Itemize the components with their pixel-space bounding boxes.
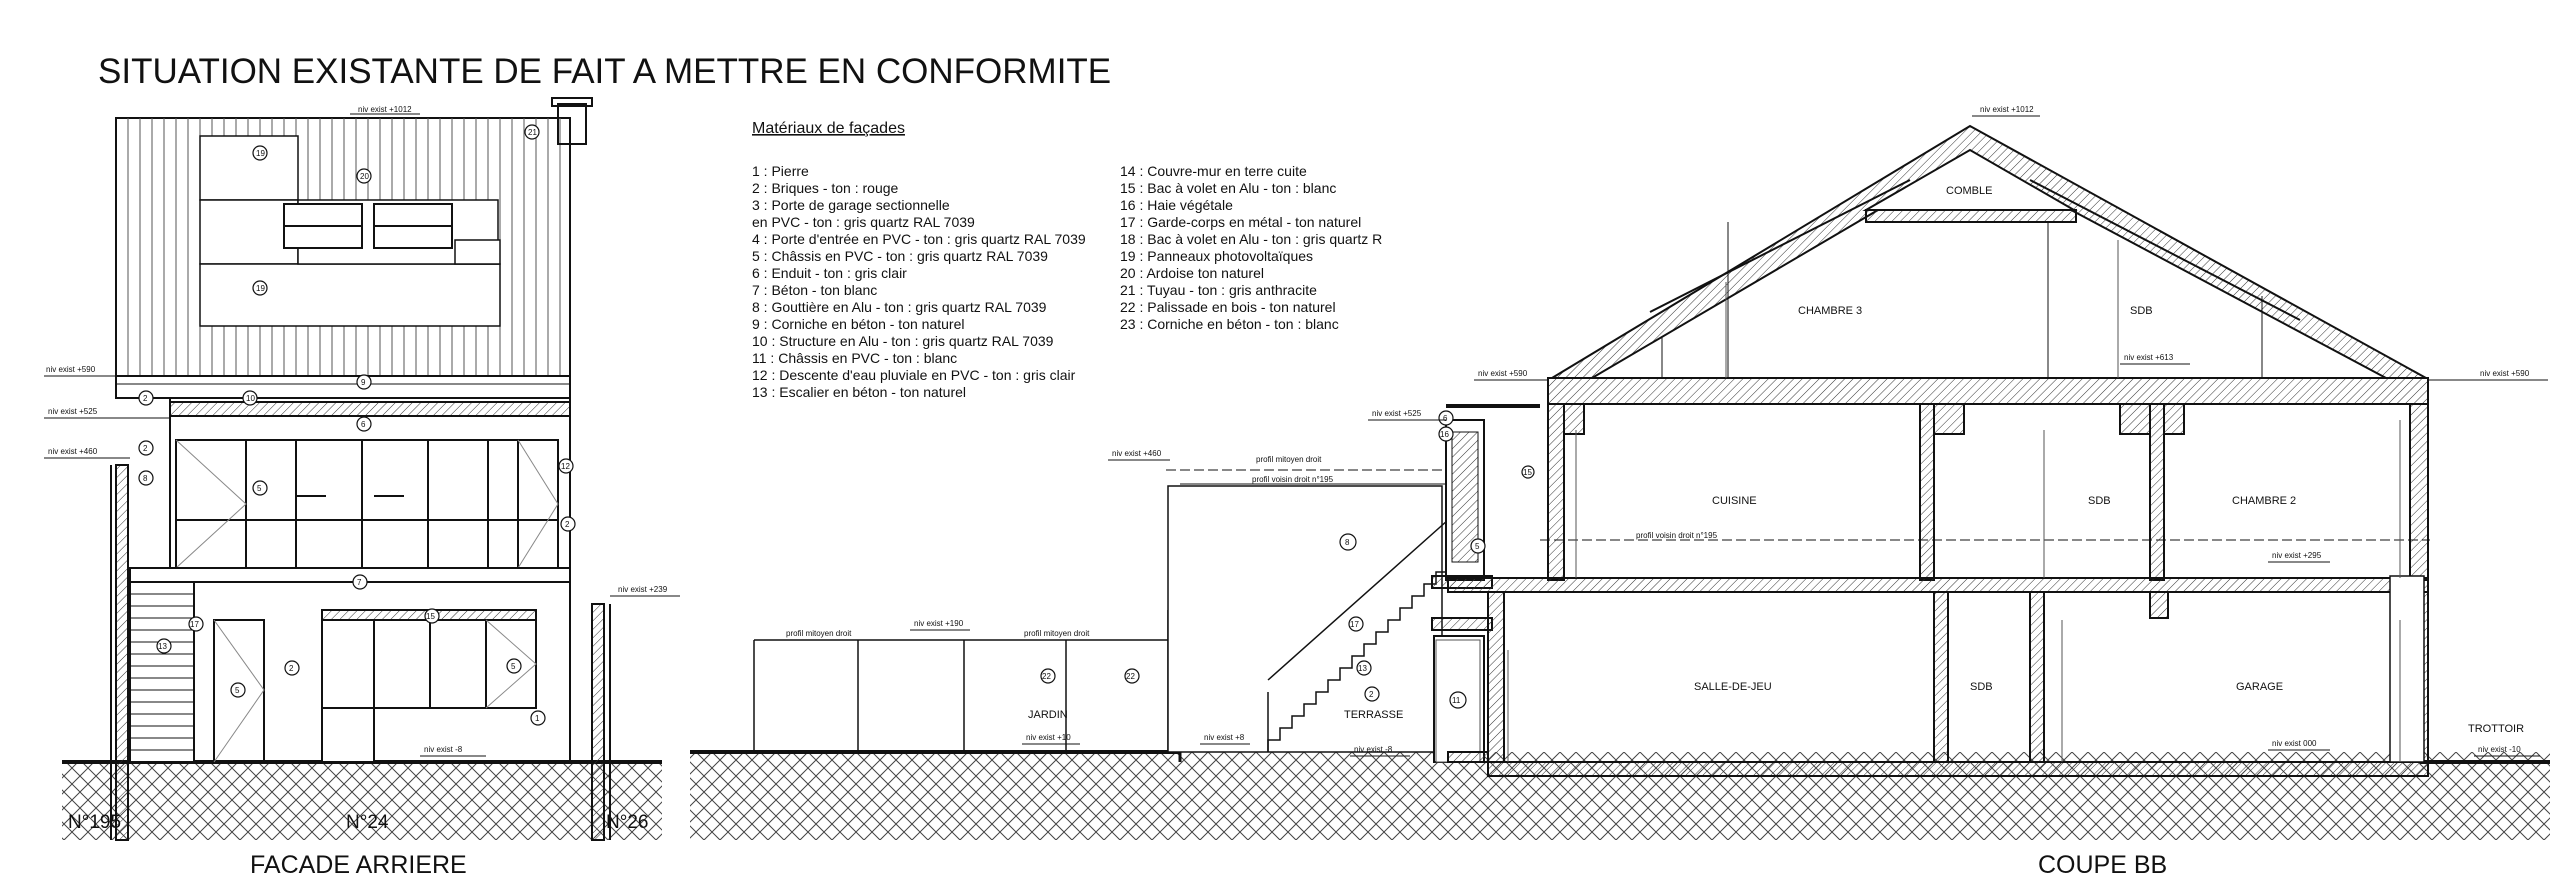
left-party-wall [116, 465, 128, 840]
level-note: niv exist +1012 [358, 105, 412, 114]
marker-label: 15 [1523, 468, 1532, 477]
room-label-bathroom-low: SDB [1970, 681, 1993, 693]
level-note: niv exist +590 [1478, 369, 1528, 378]
room-label-kitchen: CUISINE [1712, 495, 1757, 507]
legend-item: 17 : Garde-corps en métal - ton naturel [1120, 214, 1362, 230]
marker-label: 5 [1475, 542, 1480, 551]
level-note: niv exist -8 [424, 745, 463, 754]
legend-item: 5 : Châssis en PVC - ton : gris quartz RAL 7039 [752, 248, 1048, 264]
marker-label: 6 [361, 420, 366, 429]
legend-item: 3 : Porte de garage sectionnelle [752, 197, 950, 213]
neighbour-label-right: N°26 [606, 812, 649, 833]
section-caption: COUPE BB [2038, 851, 2168, 879]
marker-label: 11 [1452, 696, 1461, 705]
left-wall-lower [1488, 592, 1504, 762]
marker-label: 2 [289, 664, 294, 673]
rear-facade-drawing [44, 98, 680, 879]
level-note: niv exist +460 [1112, 449, 1162, 458]
legend-item: 14 : Couvre-mur en terre cuite [1120, 163, 1307, 179]
marker-label: 21 [528, 128, 537, 137]
profile-note: profil mitoyen droit [1256, 455, 1322, 464]
level-note: niv exist +8 [1204, 733, 1245, 742]
legend-item: 13 : Escalier en béton - ton naturel [752, 384, 967, 400]
marker-label: 5 [235, 686, 240, 695]
middle-floor-slab [1448, 578, 2428, 592]
marker-label: 8 [1345, 538, 1350, 547]
legend-item: 21 : Tuyau - ton : gris anthracite [1120, 282, 1317, 298]
marker-label: 1 [535, 714, 540, 723]
house-number-label: N°24 [346, 812, 389, 833]
marker-label: 17 [190, 620, 199, 629]
legend-item: 20 : Ardoise ton naturel [1120, 265, 1264, 281]
marker-label: 12 [561, 462, 570, 471]
legend-item: 11 : Châssis en PVC - ton : blanc [752, 350, 958, 366]
level-note: niv exist +613 [2124, 353, 2174, 362]
level-note: niv exist +525 [1372, 409, 1422, 418]
marker-label: 20 [360, 172, 369, 181]
marker-label: 22 [1042, 672, 1051, 681]
marker-label: 2 [143, 394, 148, 403]
room-label-bedroom-2: CHAMBRE 2 [2232, 495, 2297, 507]
left-wall-upper [1548, 404, 1564, 580]
level-note: niv exist +10 [1026, 733, 1071, 742]
room-label-attic: COMBLE [1946, 185, 1993, 197]
legend-item: 23 : Corniche en béton - ton : blanc [1120, 316, 1339, 332]
legend-item: 16 : Haie végétale [1120, 197, 1233, 213]
level-note: niv exist +239 [618, 585, 668, 594]
legend-item: 22 : Palissade en bois - ton naturel [1120, 299, 1336, 315]
marker-label: 19 [256, 284, 265, 293]
marker-label: 16 [1440, 430, 1449, 439]
room-label-playroom: SALLE-DE-JEU [1694, 681, 1772, 693]
marker-label: 6 [1443, 414, 1448, 423]
level-note: niv exist 000 [2272, 739, 2317, 748]
legend-item: 7 : Béton - ton blanc [752, 282, 878, 298]
marker-label: 5 [257, 484, 262, 493]
level-note: niv exist +190 [914, 619, 964, 628]
attic-floor [1866, 210, 2076, 222]
room-label-garage: GARAGE [2236, 681, 2284, 693]
marker-label: 9 [361, 378, 366, 387]
ground-floor-windows [322, 610, 536, 762]
right-wall-upper [2410, 404, 2428, 580]
marker-label: 17 [1350, 620, 1359, 629]
rear-stair [130, 582, 194, 762]
marker-label: 13 [1358, 664, 1367, 673]
marker-label: 7 [357, 578, 362, 587]
sheet-title: SITUATION EXISTANTE DE FAIT A METTRE EN CONFORMITE [98, 52, 1112, 91]
level-note: niv exist +590 [46, 365, 96, 374]
marker-label: 19 [256, 149, 265, 158]
materials-legend [752, 120, 1382, 400]
legend-item: 18 : Bac à volet en Alu - ton : gris quartz R [1120, 231, 1383, 247]
right-party-wall [592, 604, 604, 840]
level-note: niv exist +1012 [1980, 105, 2034, 114]
ground-slab [1488, 762, 2428, 776]
legend-item: 9 : Corniche en béton - ton naturel [752, 316, 965, 332]
legend-item: en PVC - ton : gris quartz RAL 7039 [752, 214, 975, 230]
legend-item: 10 : Structure en Alu - ton : gris quartz RAL 7039 [752, 333, 1054, 349]
marker-label: 8 [143, 474, 148, 483]
terrace-slab [130, 568, 570, 582]
room-label-sidewalk: TROTTOIR [2468, 723, 2525, 735]
marker-label: 13 [158, 642, 167, 651]
legend-item: 1 : Pierre [752, 163, 809, 179]
chimney [558, 104, 586, 144]
marker-label: 2 [565, 520, 570, 529]
profile-note: profil voisin droit n°195 [1252, 475, 1334, 484]
level-note: niv exist +295 [2272, 551, 2322, 560]
legend-item: 8 : Gouttière en Alu - ton : gris quartz RAL 7039 [752, 299, 1047, 315]
marker-label: 22 [1126, 672, 1135, 681]
profile-note: profil voisin droit n°195 [1636, 531, 1718, 540]
legend-item: 6 : Enduit - ton : gris clair [752, 265, 907, 281]
marker-label: 5 [511, 662, 516, 671]
legend-item: 2 : Briques - ton : rouge [752, 180, 899, 196]
room-label-bathroom-mid: SDB [2088, 495, 2111, 507]
facade-caption: FACADE ARRIERE [250, 851, 467, 879]
level-note: niv exist -10 [2478, 745, 2521, 754]
cornice [116, 376, 570, 398]
level-note: niv exist -8 [1354, 745, 1393, 754]
profile-note: profil mitoyen droit [786, 629, 852, 638]
level-note: niv exist +525 [48, 407, 98, 416]
upper-floor-slab [1548, 378, 2428, 404]
legend-heading: Matériaux de façades [752, 120, 905, 137]
legend-item: 19 : Panneaux photovoltaïques [1120, 248, 1314, 264]
neighbour-label-left: N°195 [68, 812, 122, 833]
level-note: niv exist +460 [48, 447, 98, 456]
legend-item: 12 : Descente d'eau pluviale en PVC - ton : gris clair [752, 367, 1076, 383]
room-label-bedroom-3: CHAMBRE 3 [1798, 305, 1863, 317]
room-label-bathroom-top: SDB [2130, 305, 2153, 317]
marker-label: 15 [426, 612, 435, 621]
room-label-garden: JARDIN [1028, 709, 1068, 721]
marker-label: 2 [1369, 690, 1374, 699]
marker-label: 2 [143, 444, 148, 453]
legend-item: 15 : Bac à volet en Alu - ton : blanc [1120, 180, 1337, 196]
level-note: niv exist +590 [2480, 369, 2530, 378]
profile-note: profil mitoyen droit [1024, 629, 1090, 638]
legend-item: 4 : Porte d'entrée en PVC - ton : gris quartz RAL 7039 [752, 231, 1086, 247]
room-label-terrace: TERRASSE [1344, 709, 1404, 721]
marker-label: 10 [246, 394, 255, 403]
